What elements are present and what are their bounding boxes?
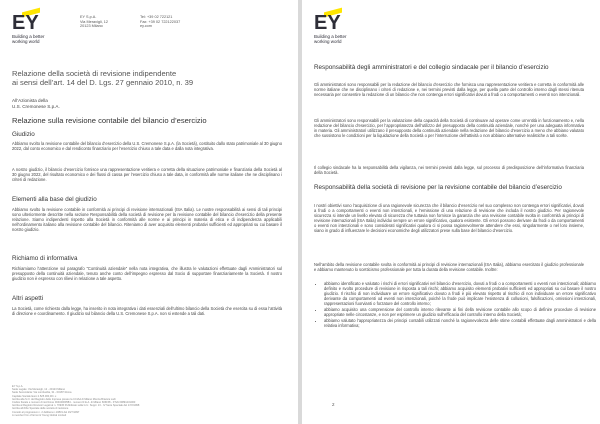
- richiamo-heading: Richiamo di informativa: [12, 255, 78, 262]
- altri-aspetti-paragraph: La Società, come richiesto dalla legge, ha inserito in nota integrativa i dati essenziali dell’ultimo bilancio della Società che esercita su di essa l’attività di direzione e coordinamento. Il giudizio sul bilancio della U.S. Cremonese S.p.A. non si estende a tali dati.: [12, 306, 282, 316]
- page-number: 2: [332, 402, 335, 407]
- responsabilita-paragraph-2: Gli amministratori sono responsabili per la valutazione della capacità della Società di continuare ad operare come un’entità in funzionamento e, nella redazione del bilancio d’esercizio, per l’appropriatezza dell’utilizzo del presupposto della continuità aziendale, nonché per una adeguata informativa in materia. Gli amministratori utilizzano il presupposto della continuità aziendale nella redazione del bilancio d’esercizio a meno che abbiano valutato che sussistono le condizioni per la liquidazione della Società o per l’interruzione dell’attività o non abbiano alternative realistiche a tali scelte.: [314, 118, 584, 138]
- giudizio-paragraph-2: A nostro giudizio, il bilancio d’esercizio fornisce una rappresentazione veritiera e corretta della situazione patrimoniale e finanziaria della Società al 30 giugno 2022, del risultato economico e dei flussi di cassa per l’esercizio chiuso a tale data, in conformità alle norme italiane che ne disciplinano i criteri di redazione.: [12, 167, 282, 182]
- elementi-paragraph: Abbiamo svolto la revisione contabile in conformità ai principi di revisione internazionali (ISA Italia). Le nostre responsabilità ai sensi di tali principi sono ulteriormente descritte nella sezione Responsabilità della società di revisione per la revisione contabile del bilancio d’esercizio della presente relazione. Siamo indipendenti rispetto alla Società in conformità alle norme e ai principi in materia di etica e di indipendenza applicabili nell’ordinamento italiano alla revisione contabile del bilancio. Riteniamo di aver acquisito elementi probativi sufficienti ed appropriati su cui basare il nostro giudizio.: [12, 207, 282, 232]
- legal-footer: EY S.p.A. Sede Legale: Via Meravigli, 12 - 20123 Milano Sede Secondaria: Via Lombardia, 31 - 00187 Roma Capitale Sociale Euro 2.525.000,00 i.v. Iscritta alla S.O. del Registro delle Imprese presso la CCIAA di Milano Monza Brianza Lodi Codice fiscale e numero di iscrizione 00434000584 - numero R.E.A. di Milano 606158 - P.IVA 00891231003 Iscritta al Registro Revisori Legali al n. 70945 Pubblicato sulla G.U. Suppl. 13 - IV Serie Speciale del 17/2/1998 Iscritta all’Albo Speciale delle società di revisione Consob al progressivo n. 2 delibera n.10831 del 16/7/1997 A member firm of Ernst & Young Global Limited: [12, 385, 140, 417]
- revisione-bullet-list: [314, 281, 596, 329]
- ey-logo-text: EY: [314, 12, 341, 34]
- ey-logo: [12, 14, 52, 44]
- responsabilita-paragraph-1: Gli amministratori sono responsabili per la redazione del bilancio d’esercizio che fornisca una rappresentazione veritiera e corretta in conformità alle norme italiane che ne disciplinano i criteri di redazione e, nei termini previsti dalla legge, per quella parte del controllo interno dagli stessi ritenuta necessaria per consentire la redazione di un bilancio che non contenga errori significativi dovuti a frodi o a comportamenti o eventi non intenzionali.: [314, 82, 584, 97]
- list-item: • abbiamo identificato e valutato i rischi di errori significativi nel bilancio d’esercizio, dovuti a frodi o a comportamenti o eventi non intenzionali; abbiamo definito e svolto procedure di revisione in risposta a tali rischi; abbiamo acquisito elementi probativi sufficienti ed appropriati su cui basare il nostro giudizio. Il rischio di non individuare un errore significativo dovuto a frodi è più elevato rispetto al rischio di non individuare un errore significativo derivante da comportamenti od eventi non intenzionali, poiché la frode può implicare l’esistenza di collusioni, falsificazioni, omissioni intenzionali, rappresentazioni fuorvianti o forzature del controllo interno;: [324, 281, 596, 306]
- ey-logo: [314, 14, 354, 44]
- giudizio-heading: Giudizio: [12, 131, 35, 138]
- section-title: Relazione sulla revisione contabile del bilancio d’esercizio: [12, 116, 207, 125]
- ey-logo-text: EY: [12, 12, 39, 34]
- responsabilita-paragraph-3: Il collegio sindacale ha la responsabilità della vigilanza, nei termini previsti dalla legge, sul processo di predisposizione dell’informativa finanziaria della Società.: [314, 165, 584, 175]
- office-contacts: Tel: +39 02 722121 Fax: +39 02 722122037 ey.com: [140, 15, 181, 29]
- office-address: EY S.p.A. Via Meravigli, 12 20123 Milano: [80, 15, 108, 29]
- revisione-paragraph-1: I nostri obiettivi sono l’acquisizione di una ragionevole sicurezza che il bilancio d’esercizio nel suo complesso non contenga errori significativi, dovuti a frodi o a comportamenti o eventi non intenzionali, e l’emissione di una relazione di revisione che includa il nostro giudizio. Per ragionevole sicurezza si intende un livello elevato di sicurezza che tuttavia non fornisce la garanzia che una revisione contabile svolta in conformità ai principi di revisione internazionali (ISA Italia) individui sempre un errore significativo, qualora esistente. Gli errori possono derivare da frodi o da comportamenti o eventi non intenzionali e sono considerati significativi qualora ci si possa ragionevolmente attendere che essi, singolarmente o nel loro insieme, siano in grado di influenzare le decisioni economiche degli utilizzatori prese sulla base del bilancio d’esercizio.: [314, 203, 584, 233]
- report-title-line1: Relazione della società di revisione indipendente: [12, 69, 177, 78]
- report-page-2: [302, 0, 600, 424]
- elementi-heading: Elementi alla base del giudizio: [12, 196, 97, 203]
- richiamo-paragraph: Richiamiamo l’attenzione sul paragrafo “Continuità aziendale” nella nota integrativa, che illustra le valutazioni effettuate dagli Amministratori sul presupposto della continuità aziendale, tenuto anche conto dell’impegno espresso dal Socio di supportare finanziariamente la Società. Il nostro giudizio non è espresso con rilievi in relazione a tale aspetto.: [12, 266, 282, 281]
- list-item: • abbiamo acquisito una comprensione del controllo interno rilevante ai fini della revisione contabile allo scopo di definire procedure di revisione appropriate nelle circostanze, e non per esprimere un giudizio sull’efficacia del controllo interno della Società;: [324, 307, 596, 317]
- ey-tagline: Building a better working world: [12, 34, 45, 44]
- revisione-paragraph-2: Nell’ambito della revisione contabile svolta in conformità ai principi di revisione internazionali (ISA Italia), abbiamo esercitato il giudizio professionale e abbiamo mantenuto lo scetticismo professionale per tutta la durata della revisione contabile. Inoltre:: [314, 262, 584, 272]
- altri-aspetti-heading: Altri aspetti: [12, 295, 44, 302]
- report-page-1: [0, 0, 298, 424]
- responsabilita-amministratori-heading: Responsabilità degli amministratori e del collegio sindacale per il bilancio d’esercizio: [314, 64, 549, 71]
- giudizio-paragraph-1: Abbiamo svolto la revisione contabile del bilancio d’esercizio della U.S. Cremonese S.p.A. (la Società), costituito dallo stato patrimoniale al 30 giugno 2022, dal conto economico e dal rendiconto finanziario per l’esercizio chiuso a tale data e dalla nota integrativa.: [12, 141, 282, 151]
- responsabilita-revisione-heading: Responsabilità della società di revisione per la revisione contabile del bilancio d’esercizio: [314, 184, 562, 191]
- list-item: • abbiamo valutato l’appropriatezza dei principi contabili utilizzati nonché la ragionevolezza delle stime contabili effettuate dagli amministratori e della relativa informativa;: [324, 318, 596, 328]
- ey-tagline: Building a better working world: [314, 34, 347, 44]
- addressee: All’Azionista della U.S. Cremonese S.p.A.: [12, 98, 60, 109]
- report-title-line2: ai sensi dell’art. 14 del D. Lgs. 27 gennaio 2010, n. 39: [12, 78, 194, 87]
